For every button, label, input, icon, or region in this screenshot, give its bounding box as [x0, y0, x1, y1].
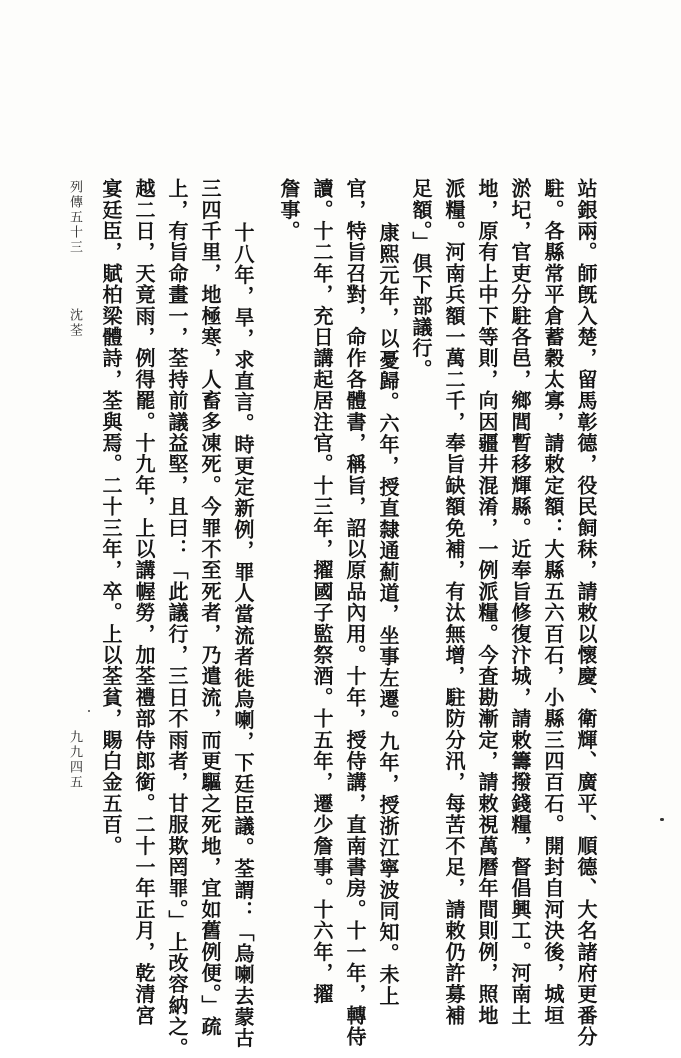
- chapter-label: 列傳五十三: [67, 180, 82, 255]
- text-column-7: 康熙元年，以憂歸。六年，授直隸通薊道，坐事左遷。九年，授浙江寧波同知。未上: [376, 222, 400, 1007]
- page-number: 九九四五: [67, 730, 82, 790]
- text-column-10: 詹事。: [277, 178, 301, 242]
- text-column-8: 官，特旨召對，命作各體書，稱旨，詔以原品內用。十年，授侍講，直南書房。十一年，轉侍: [343, 178, 367, 1048]
- scan-speck: [88, 710, 90, 712]
- text-column-15: 宴廷臣，賦柏梁體詩，荃與焉。二十三年，卒。上以荃貧，賜白金五百。: [99, 178, 123, 857]
- text-column-13: 上，有旨命畫一，荃持前議益堅，且曰：「此議行，三日不雨者，甘服欺罔罪。」上改容納之。: [165, 178, 189, 1058]
- scan-speck: [660, 818, 664, 821]
- text-column-5: 派糧。河南兵額一萬二千，奉旨缺額免補，有汰無增，駐防分汛，每苦不足，請敕仍許募補: [442, 178, 466, 1026]
- text-column-2: 駐。各縣常平倉蓄穀太寡，請敕定額：大縣五六百石，小縣三四百石。開封自河決後，城垣: [541, 178, 565, 1026]
- subject-label: 沈荃: [67, 308, 82, 338]
- text-column-9: 讀。十二年，充日講起居注官。十三年，擢國子監祭酒。十五年，遷少詹事。十六年，擢: [310, 178, 334, 1005]
- text-column-3: 淤圮，官吏分駐各邑，鄉閭暫移輝縣。近奉旨修復汴城，請敕籌撥錢糧，督倡興工。河南土: [508, 178, 532, 1026]
- text-column-12: 三四千里，地極寒，人畜多凍死。今罪不至死者，乃遣流，而更驅之死地，宜如舊例便。」疏: [198, 178, 222, 1038]
- text-column-6: 足額。」俱下部議行。: [409, 178, 433, 380]
- text-column-1: 站銀兩。師旣入楚，留馬彰德，役民飼秣，請敕以懷慶、衛輝、廣平、順德、大名諸府更番分: [574, 178, 598, 1048]
- text-column-14: 越二日，天竟雨，例得罷。十九年，上以講幄勞，加荃禮部侍郎銜。二十一年正月，乾清宮: [132, 178, 156, 1026]
- text-column-11: 十八年，旱，求直言。時更定新例，罪人當流者徙烏喇，下廷臣議。荃謂：「烏喇去蒙古: [231, 222, 255, 1049]
- text-column-4: 地，原有上中下等則，向因疆井混淆，一例派糧。今査勘漸定，請敕視萬曆年間則例，照地: [475, 178, 499, 1026]
